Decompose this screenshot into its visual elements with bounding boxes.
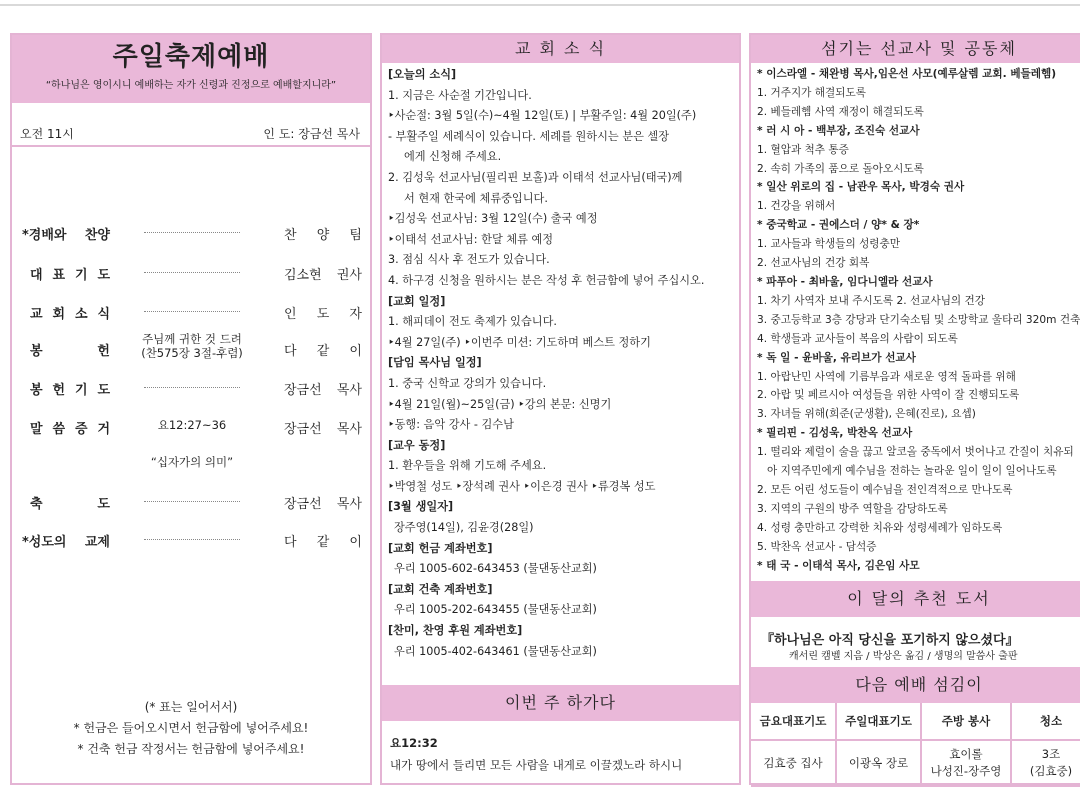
dotted-leader [144, 387, 240, 388]
mission-line: 2. 속히 가족의 품으로 돌아오시도록 [757, 162, 924, 175]
table-header-cell: 금요대표기도 [751, 703, 836, 740]
book-info: 캐서린 캠벨 지음 / 박상은 옮김 / 생명의 말씀사 출판 [789, 651, 1018, 662]
worship-time: 오전 11시 [20, 127, 74, 141]
mission-line: 1. 교사들과 학생들의 성령충만 [757, 238, 901, 251]
mission-line: * 파푸아 - 최바울, 임다니엘라 선교사 [757, 275, 933, 288]
table-header-cell: 주방 봉사 [921, 703, 1011, 740]
news-header: 교 회 소 식 [382, 35, 739, 63]
order-label: 말 씀 증 거 [30, 422, 110, 437]
order-row [12, 451, 370, 477]
weekly-verse-text: 내가 땅에서 들리면 모든 사람을 내게로 이끌겠노라 하시니 [390, 758, 683, 772]
order-row [12, 489, 370, 515]
news-line: 우리 1005-402-643461 (물댄동산교회) [394, 644, 597, 658]
news-line: 1. 환우들을 위해 기도해 주세요. [388, 459, 547, 473]
missions-list [751, 63, 1080, 575]
news-line: 2. 김성욱 선교사님(필리핀 보홀)과 이태석 선교사님(태국)께 [388, 170, 683, 184]
mission-line: * 중국학교 - 권에스더 / 양* & 장* [757, 219, 920, 232]
news-line: 4. 하구경 신청을 원하시는 분은 작성 후 헌금함에 넣어 주십시오. [388, 273, 705, 287]
news-line: ‣4월 21일(월)~25일(금) ‣강의 본문: 신명기 [388, 397, 612, 411]
mission-line: 1. 떨리와 제럴이 술을 끊고 알코올 중독에서 벗어나고 간질이 치유되 [757, 446, 1074, 459]
news-line: [찬미, 찬영 후원 계좌번호] [388, 624, 523, 638]
news-line: 1. 해피데이 전도 축제가 있습니다. [388, 315, 557, 329]
order-person: 장금선 목사 [284, 422, 362, 437]
order-label: *성도의 교제 [22, 535, 110, 550]
order-row [12, 299, 370, 325]
news-line: [교회 일정] [388, 294, 446, 308]
news-line: ‣이태석 선교사님: 한달 체류 예정 [388, 232, 554, 246]
mission-line: 2. 모든 어린 성도들이 예수님을 전인격적으로 만나도록 [757, 483, 1013, 496]
table-cell: 3조 (김효중) [1011, 740, 1080, 786]
dotted-leader [144, 501, 240, 502]
mission-line: * 일산 위로의 집 - 남관우 목사, 박경숙 권사 [757, 181, 965, 194]
mission-line: * 러 시 아 - 백부장, 조진숙 선교사 [757, 124, 920, 137]
news-line: 서 현재 한국에 체류중입니다. [404, 191, 548, 205]
mission-line: 1. 건강을 위해서 [757, 200, 836, 213]
order-label: 교 회 소 식 [30, 307, 110, 322]
order-label: 봉 헌 기 도 [30, 383, 110, 398]
mission-line: 5. 박찬옥 선교사 - 담석증 [757, 540, 877, 553]
weekly-verse-reference: 요12:32 [390, 736, 438, 750]
news-line: 장주영(14일), 김윤경(28일) [394, 521, 534, 535]
mission-line: 1. 아랍난민 사역에 기름부음과 새로운 영적 돌파를 위해 [757, 370, 1016, 383]
order-row [12, 414, 370, 440]
missions-panel [749, 33, 1080, 785]
order-detail: “십자가의 의미” [150, 455, 234, 469]
news-line: 3. 점심 식사 후 전도가 있습니다. [388, 253, 550, 267]
order-detail: 요12:27~36 [157, 418, 227, 432]
worship-title: 주일축제예배 [112, 42, 270, 72]
news-line: [교우 동정] [388, 438, 446, 452]
order-row [12, 220, 370, 246]
order-row [12, 527, 370, 553]
order-label: 봉 헌 [30, 344, 110, 359]
note-line: * 건축 헌금 작정서는 헌금함에 넣어주세요! [77, 742, 305, 756]
mission-line: 4. 성령 충만하고 강력한 치유와 성령세례가 임하도록 [757, 521, 1003, 534]
order-person: 다 같 이 [284, 535, 362, 550]
order-row [12, 375, 370, 401]
order-row [12, 260, 370, 286]
mission-line: * 독 일 - 윤바울, 유리브가 선교사 [757, 351, 916, 364]
weekly-verse-header: 이번 주 하가다 [382, 685, 739, 721]
table-header-row [751, 703, 1080, 740]
news-line: ‣김성욱 선교사님: 3월 12일(수) 출국 예정 [388, 212, 598, 226]
worship-time-row [20, 125, 360, 142]
mission-line: 2. 베들레헴 사역 재정이 해결되도록 [757, 105, 924, 118]
mission-line: 2. 선교사님의 건강 회복 [757, 257, 870, 270]
worship-header [12, 35, 370, 103]
note-line: * 헌금은 들어오시면서 헌금함에 넣어주세요! [73, 721, 309, 735]
table-header-cell: 주일대표기도 [836, 703, 921, 740]
church-news-panel [380, 33, 741, 785]
news-line: ‣박영철 성도 ‣장석례 권사 ‣이은경 권사 ‣류경복 성도 [388, 479, 656, 493]
table-cell: 이광옥 장로 [836, 740, 921, 786]
news-line: 1. 중국 신학교 강의가 있습니다. [388, 376, 547, 390]
worship-leader: 인 도: 장금선 목사 [263, 127, 360, 141]
worship-order-panel [10, 33, 372, 785]
news-line: [교회 헌금 계좌번호] [388, 541, 493, 555]
order-person: 장금선 목사 [284, 383, 362, 398]
dotted-leader [144, 232, 240, 233]
mission-line: * 이스라엘 - 채완병 목사,임은선 사모(예루살렘 교회. 베들레헴) [757, 68, 1057, 80]
worship-notes [12, 697, 370, 760]
order-label: *경배와 찬양 [22, 228, 110, 243]
news-line: [3월 생일자] [388, 500, 454, 514]
missions-header: 섬기는 선교사 및 공동체 [751, 35, 1080, 63]
mission-line: 4. 학생들과 교사들이 복음의 사람이 되도록 [757, 332, 958, 345]
worship-verse: “하나님은 영이시니 예배하는 자가 신령과 진정으로 예배할지니라” [45, 80, 337, 91]
news-line: 1. 지금은 사순절 기간입니다. [388, 88, 532, 102]
next-service-table [751, 703, 1080, 787]
table-row [751, 740, 1080, 786]
next-service-header: 다음 예배 섬김이 [751, 667, 1080, 703]
news-line: 우리 1005-602-643453 (물댄동산교회) [394, 562, 597, 576]
top-divider [0, 4, 1080, 6]
news-line: ‣동행: 음악 강사 - 김수남 [388, 418, 514, 432]
mission-line: 3. 지역의 구원의 방주 역할을 감당하도록 [757, 502, 948, 515]
mission-line: 1. 거주지가 해결되도록 [757, 86, 866, 99]
news-line: ‣4월 27일(주) ‣이번주 미션: 기도하며 베스트 정하기 [388, 335, 651, 349]
order-row [12, 332, 370, 362]
section-divider [12, 145, 370, 147]
mission-line: 3. 자녀들 위해(희준(군생활), 은혜(진로), 요셉) [757, 408, 976, 421]
order-person: 찬 양 팀 [284, 228, 362, 243]
note-line: (* 표는 일어서서) [144, 700, 238, 714]
news-line: [교회 건축 계좌번호] [388, 582, 493, 596]
news-line: 에게 신청해 주세요. [404, 150, 502, 164]
mission-line: * 필리핀 - 김성욱, 박찬옥 선교사 [757, 427, 913, 440]
dotted-leader [144, 539, 240, 540]
news-line: ‣사순절: 3월 5일(수)~4월 12일(토) | 부활주일: 4월 20일(주) [388, 109, 697, 123]
dotted-leader [144, 311, 240, 312]
book-header: 이 달의 추천 도서 [751, 581, 1080, 617]
mission-line: 1. 혈압과 척추 통증 [757, 143, 849, 156]
order-label: 축 도 [30, 497, 110, 512]
book-title: 『하나님은 아직 당신을 포기하지 않으셨다』 [761, 633, 1019, 648]
order-person: 김소현 권사 [284, 268, 362, 283]
dotted-leader [144, 272, 240, 273]
mission-line: 3. 중고등학교 3층 강당과 단기숙소팀 및 소망학교 울타리 320m 건축 [757, 313, 1080, 326]
table-cell: 김효중 집사 [751, 740, 836, 786]
news-line: [오늘의 소식] [388, 68, 457, 81]
mission-line: 아 지역주민에게 예수님을 전하는 놀라운 일이 일이 일어나도록 [767, 465, 1057, 478]
order-label: 대 표 기 도 [30, 268, 110, 283]
order-person: 다 같 이 [284, 344, 362, 359]
order-person: 인 도 자 [284, 307, 362, 322]
table-cell: 효이롤 나성진-장주영 [921, 740, 1011, 786]
order-detail: 주님께 귀한 것 드려 (찬575장 3절-후렴) [141, 332, 243, 360]
mission-line: 1. 차기 사역자 보내 주시도록 2. 선교사님의 건강 [757, 294, 985, 307]
table-header-cell: 청소 [1011, 703, 1080, 740]
news-line: 우리 1005-202-643455 (물댄동산교회) [394, 603, 597, 617]
mission-line: 2. 아랍 및 페르시아 여성들을 위한 사역이 잘 진행되도록 [757, 389, 1020, 402]
mission-line: * 태 국 - 이태석 목사, 김은임 사모 [757, 559, 920, 572]
order-person: 장금선 목사 [284, 497, 362, 512]
news-line: - 부활주일 세례식이 있습니다. 세례를 원하시는 분은 셀장 [388, 129, 670, 143]
news-line: [담임 목사님 일정] [388, 356, 482, 370]
news-list [382, 63, 739, 662]
